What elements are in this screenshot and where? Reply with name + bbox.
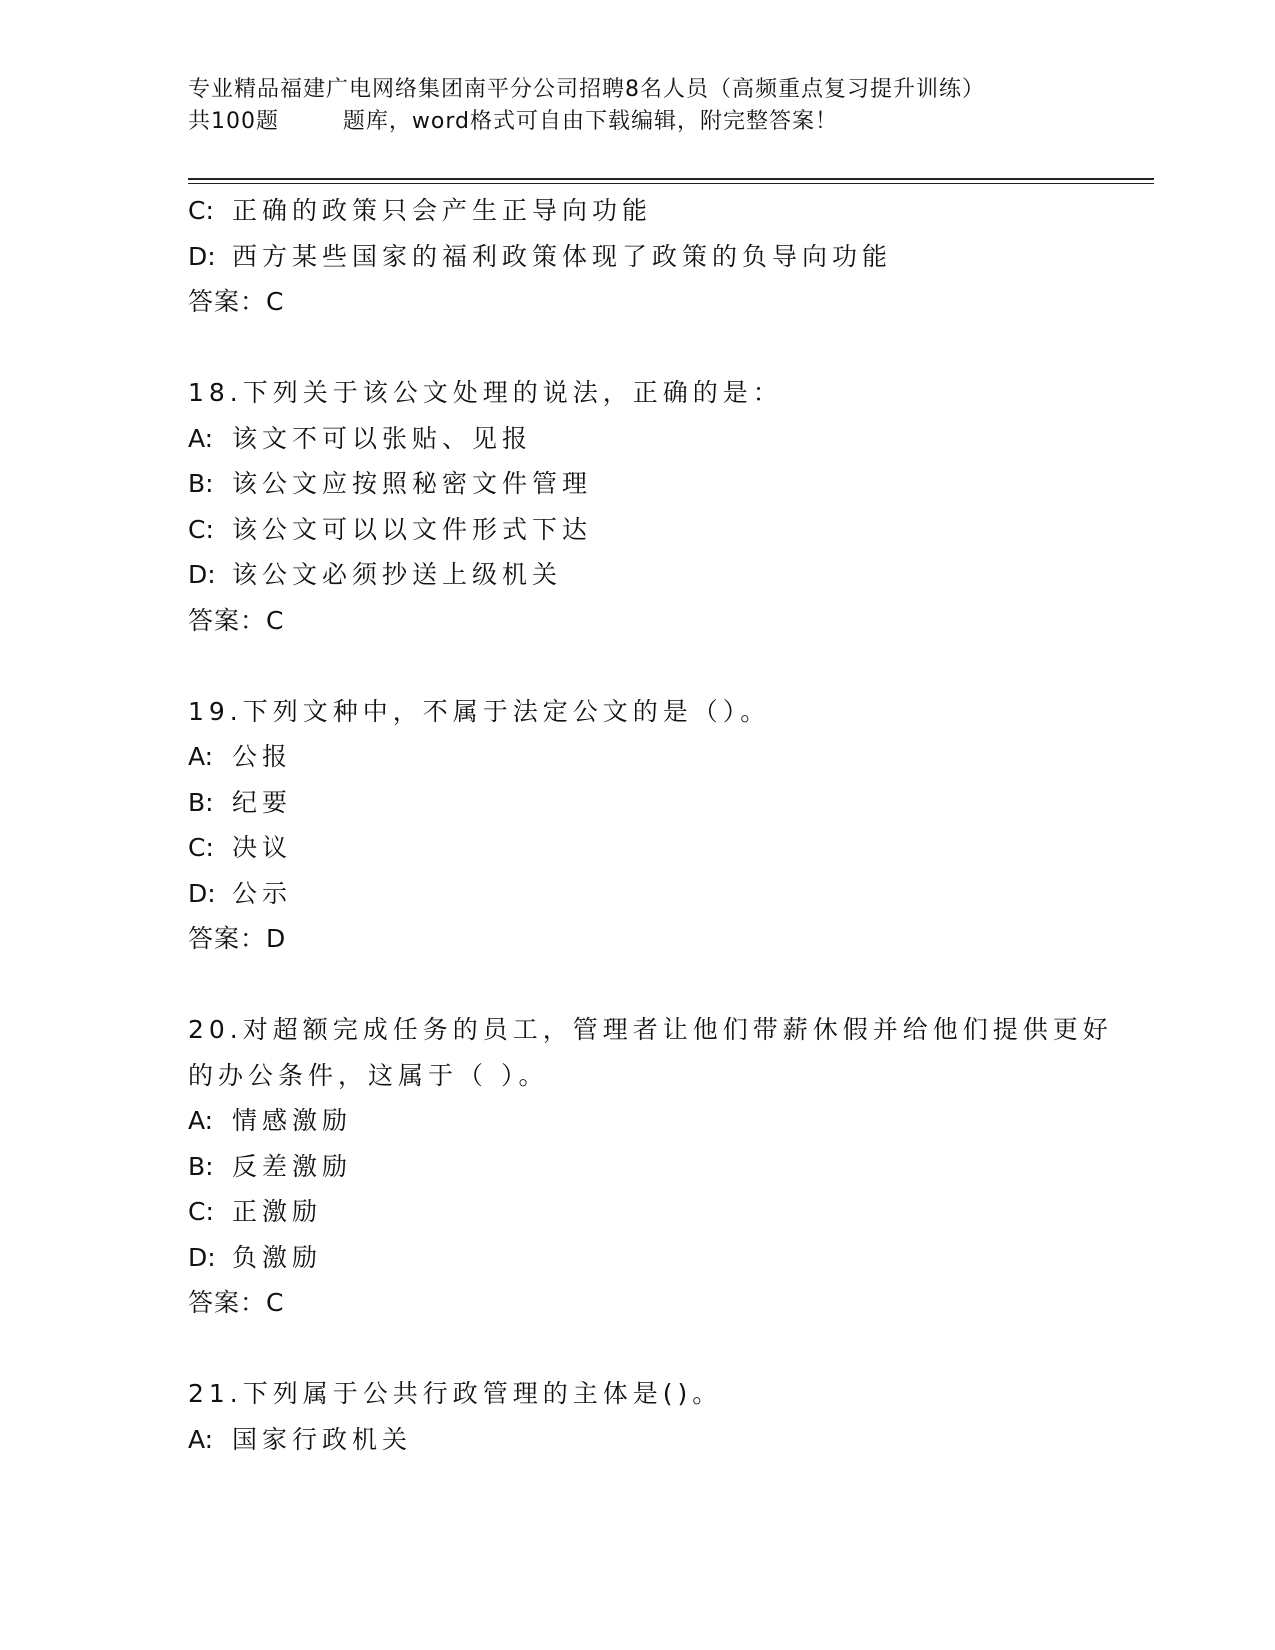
option-row: [188, 1144, 1088, 1190]
option-text: 该文不可以张贴、见报: [232, 423, 533, 453]
option-key: C:: [188, 833, 214, 862]
option-key: B:: [188, 787, 214, 817]
option-row: [188, 416, 1088, 462]
spacer: [188, 962, 1088, 1008]
option-text: 情感激励: [232, 1106, 353, 1135]
question-stem-continued: 的办公条件，这属于（ ）。: [188, 1060, 549, 1090]
option-row: [188, 234, 1088, 280]
option-text: 公示: [232, 878, 293, 908]
option-key: D:: [188, 878, 216, 908]
option-row: [188, 871, 1088, 917]
option-key: D:: [188, 241, 216, 271]
question-list: [188, 188, 1113, 1462]
option-text: 该公文应按照秘密文件管理: [232, 469, 593, 498]
option-text: 正确的政策只会产生正导向功能: [232, 196, 653, 225]
spacer: [188, 643, 1088, 689]
question-stem: 19.下列文种中，不属于法定公文的是（）。: [188, 696, 771, 726]
option-text: 正激励: [232, 1197, 323, 1226]
option-row: [188, 188, 1088, 234]
spacer: [188, 325, 1088, 371]
header-title-line-1: 专业精品福建广电网络集团南平分公司招聘8名人员（高频重点复习提升训练）: [188, 77, 985, 102]
option-row: [188, 1189, 1088, 1235]
question-stem: 18.下列关于该公文处理的说法，正确的是：: [188, 378, 783, 407]
option-text: 国家行政机关: [232, 1424, 413, 1454]
option-key: A:: [188, 1106, 214, 1135]
header-divider-thick: [188, 178, 1154, 180]
option-row: [188, 461, 1088, 507]
option-key: A:: [188, 1424, 214, 1454]
option-row: [188, 1098, 1088, 1144]
option-key: D:: [188, 560, 216, 589]
header-divider-thin: [188, 183, 1154, 184]
spacer: [188, 1326, 1088, 1372]
option-row: [188, 825, 1088, 871]
header-title-line-2: 共100题 题库，word格式可自由下载编辑，附完整答案！: [188, 109, 839, 134]
option-row: [188, 552, 1088, 598]
option-key: C:: [188, 1197, 214, 1226]
option-text: 该公文必须抄送上级机关: [232, 560, 563, 589]
option-key: B:: [188, 469, 214, 498]
question-stem: 20.对超额完成任务的员工，管理者让他们带薪休假并给他们提供更好: [188, 1015, 1113, 1044]
option-text: 公报: [232, 742, 293, 771]
answer-line: 答案：C: [188, 287, 285, 316]
option-text: 西方某些国家的福利政策体现了政策的负导向功能: [232, 241, 893, 271]
option-key: B:: [188, 1151, 214, 1181]
option-row: [188, 507, 1088, 553]
answer-line: 答案：C: [188, 605, 285, 635]
answer-line: 答案：C: [188, 1288, 285, 1317]
option-text: 决议: [232, 833, 293, 862]
option-key: C:: [188, 514, 214, 544]
option-row: [188, 1417, 1088, 1463]
option-text: 负激励: [232, 1242, 323, 1272]
option-key: C:: [188, 196, 214, 225]
option-row: [188, 780, 1088, 826]
document-header: [188, 74, 1088, 138]
option-text: 纪要: [232, 787, 293, 817]
option-row: [188, 1235, 1088, 1281]
option-text: 反差激励: [232, 1151, 353, 1181]
answer-line: 答案：D: [188, 924, 287, 953]
option-key: A:: [188, 423, 214, 453]
option-text: 该公文可以以文件形式下达: [232, 514, 593, 544]
question-stem: 21.下列属于公共行政管理的主体是()。: [188, 1379, 723, 1408]
option-key: A:: [188, 742, 214, 771]
option-key: D:: [188, 1242, 216, 1272]
option-row: [188, 734, 1088, 780]
